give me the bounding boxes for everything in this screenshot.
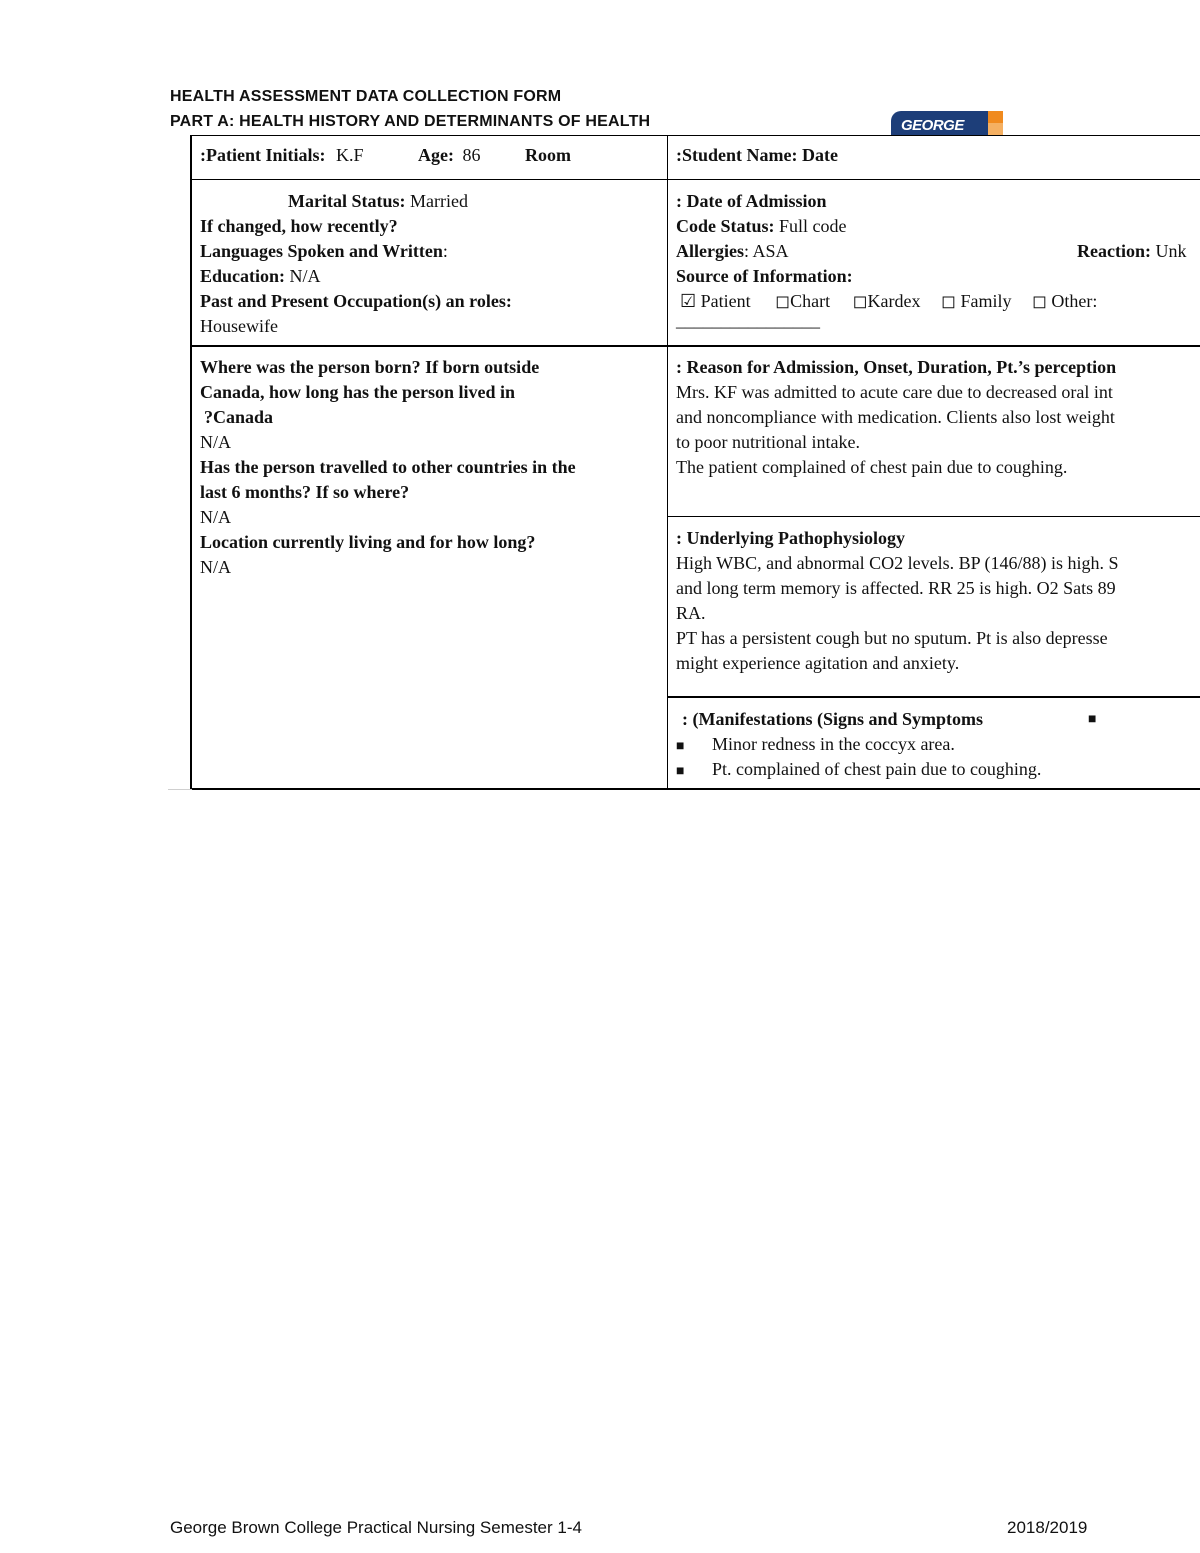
- pathophysiology-label: : Underlying Pathophysiology: [676, 528, 906, 548]
- reason-line: and noncompliance with medication. Clients also lost weight: [676, 407, 1115, 427]
- source-of-information-label: Source of Information:: [676, 266, 853, 286]
- occupation-value: Housewife: [200, 316, 278, 336]
- born-question-line-1: Where was the person born? If born outside: [200, 357, 540, 377]
- pathophysiology-line: and long term memory is affected. RR 25 is high. O2 Sats 89: [676, 578, 1116, 598]
- location-question: Location currently living and for how long?: [200, 532, 536, 552]
- travel-question-line-1: Has the person travelled to other countries in the: [200, 457, 576, 477]
- changed-label: If changed, how recently?: [200, 216, 398, 236]
- reason-cell: [668, 355, 1200, 480]
- location-answer: N/A: [200, 557, 231, 577]
- education-label: Education:: [200, 266, 286, 286]
- footer-left: George Brown College Practical Nursing Semester 1-4: [170, 1518, 582, 1537]
- source-chart-checkbox[interactable]: ◻Chart: [775, 291, 831, 311]
- source-family-checkbox[interactable]: ◻ Family: [941, 291, 1012, 311]
- travel-answer: N/A: [200, 507, 231, 527]
- pathophysiology-line: PT has a persistent cough but no sputum. Pt is also depresse: [676, 628, 1108, 648]
- source-other-checkbox[interactable]: ◻ Other:: [1031, 291, 1098, 311]
- education-value: N/A: [289, 266, 321, 286]
- born-answer: N/A: [200, 432, 231, 452]
- manifestations-label: : (Manifestations (Signs and Symptoms: [682, 709, 984, 729]
- reason-line: Mrs. KF was admitted to acute care due to decreased oral int: [676, 382, 1113, 402]
- patient-initials-value: K.F: [336, 145, 364, 165]
- pathophysiology-cell: [668, 526, 1200, 676]
- pathophysiology-line: High WBC, and abnormal CO2 levels. BP (146/88) is high. S: [676, 553, 1119, 573]
- origin-cell: [192, 355, 667, 580]
- marital-status-value: Married: [409, 191, 468, 211]
- patient-initials-label: :Patient Initials:: [200, 145, 326, 165]
- reason-label: : Reason for Admission, Onset, Duration, Pt.’s perception: [676, 357, 1117, 377]
- reaction-label: Reaction:: [1077, 241, 1151, 261]
- source-kardex-checkbox[interactable]: ◻Kardex: [852, 291, 921, 311]
- reason-line: The patient complained of chest pain due to coughing.: [676, 457, 1068, 477]
- footer-right: 2018/2019: [1007, 1518, 1088, 1537]
- languages-label: Languages Spoken and Written: [200, 241, 443, 261]
- demographics-cell: [192, 189, 667, 339]
- allergies-value: : ASA: [743, 241, 789, 261]
- reason-line: to poor nutritional intake.: [676, 432, 860, 452]
- pathophysiology-line: RA.: [676, 603, 706, 623]
- manifestation-item: Pt. complained of chest pain due to coughing.: [712, 759, 1042, 779]
- code-status-label: Code Status:: [676, 216, 775, 236]
- admission-cell: [668, 189, 1200, 333]
- allergies-label: Allergies: [676, 241, 744, 261]
- form-subtitle: PART A: HEALTH HISTORY AND DETERMINANTS OF HEALTH: [170, 113, 651, 130]
- patient-info-cell: [192, 143, 667, 168]
- age-value: 86: [462, 145, 481, 165]
- room-label: Room: [525, 145, 571, 165]
- college-logo: [891, 111, 1003, 135]
- born-question-line-2: Canada, how long has the person lived in: [200, 382, 516, 402]
- logo-text: GEORGE: [901, 117, 964, 134]
- student-info-cell: [668, 143, 1200, 168]
- travel-question-line-2: last 6 months? If so where?: [200, 482, 410, 502]
- manifestation-item: Minor redness in the coccyx area.: [712, 734, 955, 754]
- manifestations-cell: [668, 707, 1200, 782]
- reaction-value: Unk: [1155, 241, 1187, 261]
- occupation-label: Past and Present Occupation(s) an roles:: [200, 291, 512, 311]
- pathophysiology-line: might experience agitation and anxiety.: [676, 653, 960, 673]
- languages-colon: :: [442, 241, 448, 261]
- bullet-icon: ■: [676, 764, 685, 779]
- born-question-line-3: ?Canada: [204, 407, 274, 427]
- bullet-icon: ■: [676, 739, 685, 754]
- code-status-value: Full code: [779, 216, 847, 236]
- marital-status-label: Marital Status:: [288, 191, 406, 211]
- bullet-icon: ■: [1088, 712, 1097, 727]
- date-of-admission-label: : Date of Admission: [676, 191, 827, 211]
- student-name-date-label: :Student Name: Date: [676, 145, 838, 165]
- age-label: Age:: [418, 145, 454, 165]
- form-title: HEALTH ASSESSMENT DATA COLLECTION FORM: [170, 88, 562, 105]
- source-patient-checkbox[interactable]: ☑ Patient: [680, 291, 751, 311]
- other-blank-line: ________________: [676, 310, 820, 330]
